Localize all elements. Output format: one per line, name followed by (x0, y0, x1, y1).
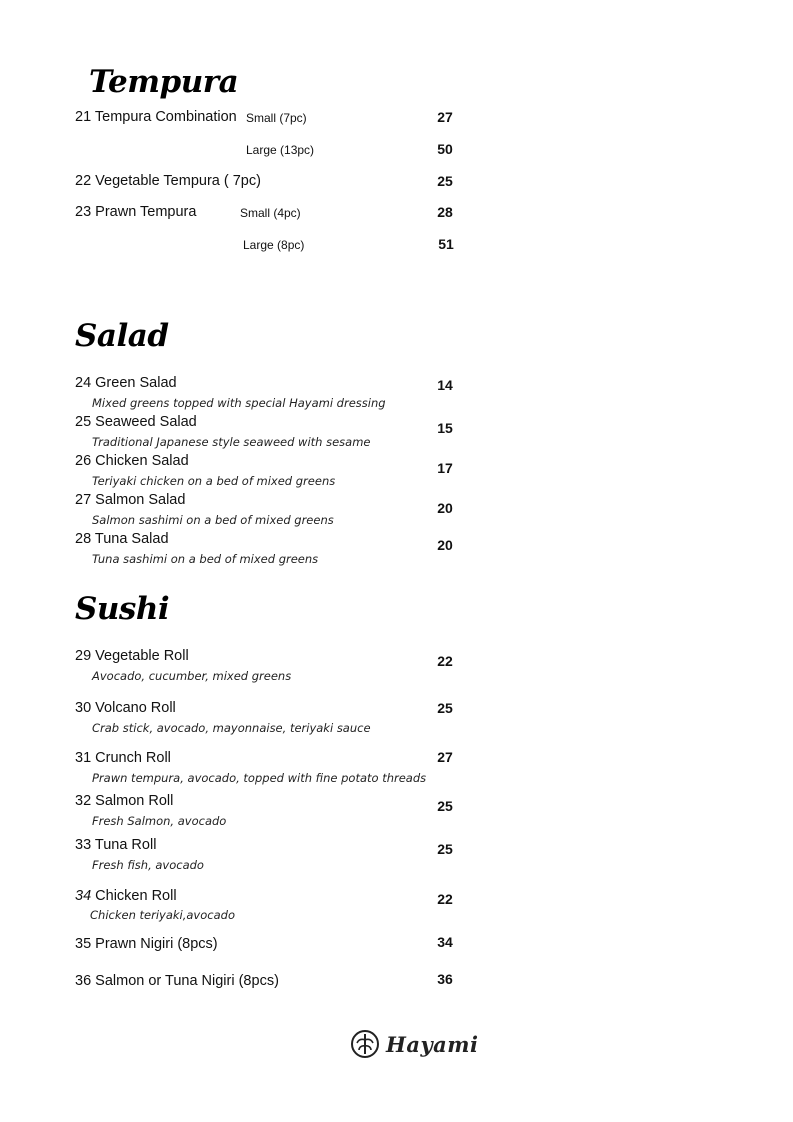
item-option-21-large: Large (13pc) (246, 143, 315, 157)
item-price-21-large: 50 (437, 141, 453, 157)
item-price-21-small: 27 (437, 109, 453, 125)
item-option-21-small: Small (7pc) (246, 111, 307, 125)
item-price-24: 14 (437, 377, 453, 393)
item-name-33: 33 Tuna Roll (75, 837, 157, 853)
item-desc-28: Tuna sashimi on a bed of mixed greens (92, 552, 319, 566)
item-price-28: 20 (437, 537, 453, 553)
item-desc-26: Teriyaki chicken on a bed of mixed greens (92, 474, 336, 488)
item-desc-33: Fresh fish, avocado (92, 858, 204, 872)
section-title-sushi: Sushi (75, 591, 170, 627)
item-price-33: 25 (437, 841, 453, 857)
item-price-23-large: 51 (438, 236, 454, 252)
item-price-22: 25 (437, 173, 453, 189)
item-price-35: 34 (437, 934, 453, 950)
item-option-23-large: Large (8pc) (243, 238, 305, 252)
item-price-30: 25 (437, 700, 453, 716)
item-price-23-small: 28 (437, 204, 453, 220)
hayami-logo (350, 1029, 478, 1059)
item-price-31: 27 (437, 749, 453, 765)
item-option-23-small: Small (4pc) (240, 206, 301, 220)
item-name-30: 30 Volcano Roll (75, 700, 176, 716)
item-name-34 (75, 888, 177, 904)
item-desc-27: Salmon sashimi on a bed of mixed greens (92, 513, 334, 527)
section-title-salad: Salad (75, 318, 169, 354)
item-price-29: 22 (437, 653, 453, 669)
item-price-27: 20 (437, 500, 453, 516)
item-price-32: 25 (437, 798, 453, 814)
item-name-35: 35 Prawn Nigiri (8pcs) (75, 936, 218, 952)
bamboo-circle-icon (350, 1029, 380, 1059)
item-name-27: 27 Salmon Salad (75, 492, 186, 508)
item-name-29: 29 Vegetable Roll (75, 648, 189, 664)
item-desc-32: Fresh Salmon, avocado (92, 814, 227, 828)
item-desc-29: Avocado, cucumber, mixed greens (92, 669, 292, 683)
item-name-28: 28 Tuna Salad (75, 531, 169, 547)
item-name-34-text: Chicken Roll (91, 888, 177, 904)
item-name-22: 22 Vegetable Tempura ( 7pc) (75, 173, 261, 189)
item-name-36: 36 Salmon or Tuna Nigiri (8pcs) (75, 973, 279, 989)
item-desc-24: Mixed greens topped with special Hayami dressing (92, 396, 386, 410)
section-title-tempura: Tempura (89, 64, 239, 100)
item-price-25: 15 (437, 420, 453, 436)
item-number-34: 34 (75, 888, 92, 904)
item-name-31: 31 Crunch Roll (75, 750, 171, 766)
item-price-36: 36 (437, 971, 453, 987)
item-name-21: 21 Tempura Combination (75, 109, 237, 125)
item-price-34: 22 (437, 891, 453, 907)
item-desc-30: Crab stick, avocado, mayonnaise, teriyaki sauce (92, 721, 371, 735)
item-name-26: 26 Chicken Salad (75, 453, 189, 469)
item-desc-25: Traditional Japanese style seaweed with sesame (92, 435, 371, 449)
item-desc-31: Prawn tempura, avocado, topped with fine potato threads (92, 771, 427, 785)
item-price-26: 17 (437, 460, 453, 476)
item-name-32: 32 Salmon Roll (75, 793, 174, 809)
item-name-24: 24 Green Salad (75, 375, 177, 391)
item-name-23: 23 Prawn Tempura (75, 204, 197, 220)
item-desc-34: Chicken teriyaki,avocado (90, 908, 235, 922)
logo-text: Hayami (386, 1031, 479, 1057)
item-name-25: 25 Seaweed Salad (75, 414, 197, 430)
